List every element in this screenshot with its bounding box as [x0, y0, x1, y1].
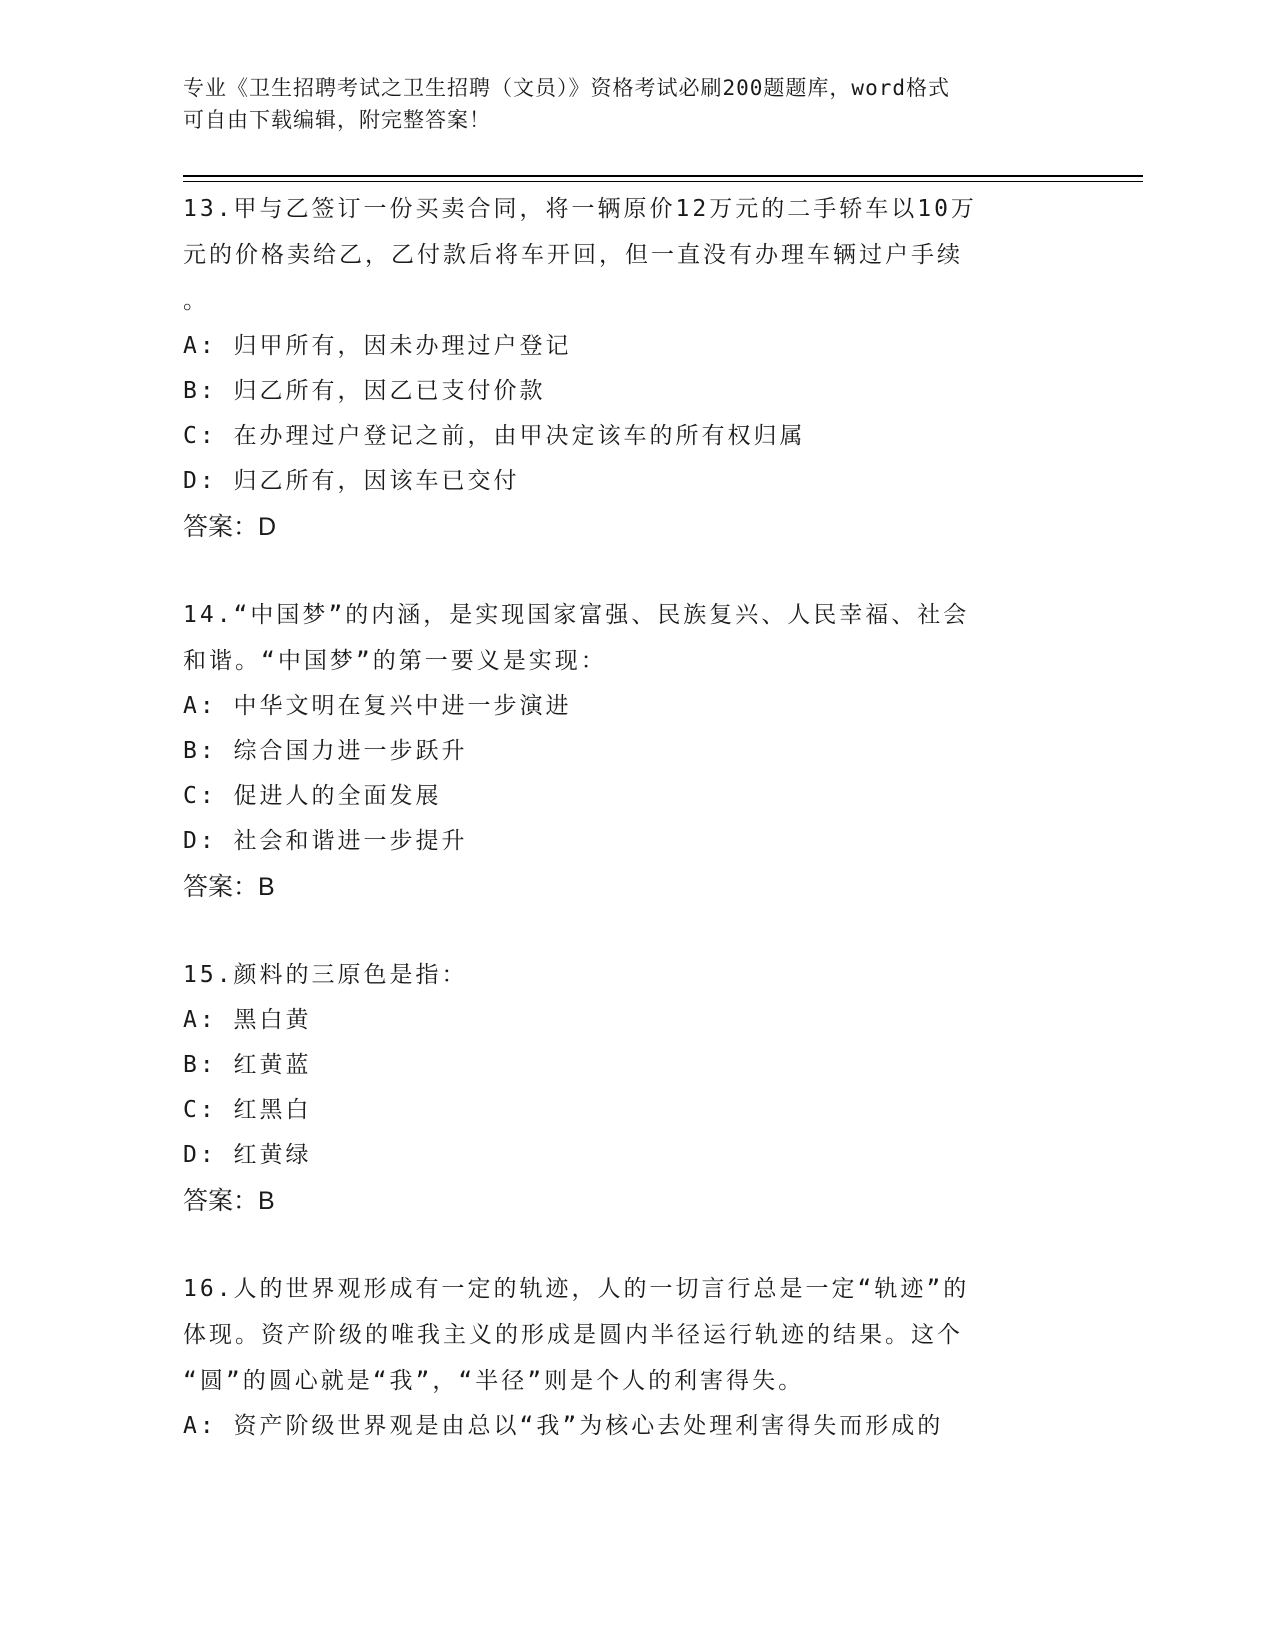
question-text: 13.甲与乙签订一份买卖合同，将一辆原价12万元的二手轿车以10万	[183, 196, 977, 222]
answer: 答案：D	[183, 513, 277, 541]
option-d: D: 社会和谐进一步提升	[183, 828, 468, 854]
question-13	[183, 186, 1073, 550]
answer: 答案：B	[183, 1187, 275, 1215]
question-text: 体现。资产阶级的唯我主义的形成是圆内半径运行轨迹的结果。这个	[183, 1322, 963, 1348]
option-a: A: 资产阶级世界观是由总以“我”为核心去处理利害得失而形成的	[183, 1413, 944, 1439]
option-d: D: 归乙所有，因该车已交付	[183, 468, 520, 494]
question-text: 元的价格卖给乙，乙付款后将车开回，但一直没有办理车辆过户手续	[183, 242, 963, 268]
option-d: D: 红黄绿	[183, 1142, 312, 1168]
option-c: C: 在办理过户登记之前，由甲决定该车的所有权归属	[183, 423, 806, 449]
option-a: A: 中华文明在复兴中进一步演进	[183, 693, 572, 719]
document-header	[183, 72, 1063, 136]
question-text: 16.人的世界观形成有一定的轨迹，人的一切言行总是一定“轨迹”的	[183, 1276, 970, 1302]
question-16	[183, 1266, 1073, 1449]
question-text: 和谐。“中国梦”的第一要义是实现：	[183, 648, 607, 674]
question-text: “圆”的圆心就是“我”，“半径”则是个人的利害得失。	[183, 1368, 805, 1394]
option-b: B: 归乙所有，因乙已支付价款	[183, 378, 546, 404]
option-c: C: 红黑白	[183, 1097, 312, 1123]
option-c: C: 促进人的全面发展	[183, 783, 442, 809]
header-line-1: 专业《卫生招聘考试之卫生招聘（文员）》资格考试必刷200题题库，word格式	[183, 76, 950, 100]
question-text: 14.“中国梦”的内涵，是实现国家富强、民族复兴、人民幸福、社会	[183, 602, 970, 628]
question-text: 15.颜料的三原色是指：	[183, 962, 468, 988]
question-15	[183, 952, 1073, 1224]
option-b: B: 红黄蓝	[183, 1052, 312, 1078]
header-line-2: 可自由下载编辑，附完整答案！	[183, 108, 491, 132]
option-a: A: 黑白黄	[183, 1007, 312, 1033]
header-rule-thick	[183, 175, 1143, 177]
question-list	[183, 186, 1073, 1449]
header-rule-thin	[183, 181, 1143, 182]
option-b: B: 综合国力进一步跃升	[183, 738, 468, 764]
option-a: A: 归甲所有，因未办理过户登记	[183, 333, 572, 359]
question-14	[183, 592, 1073, 910]
answer: 答案：B	[183, 873, 275, 901]
question-text: 。	[183, 288, 209, 314]
